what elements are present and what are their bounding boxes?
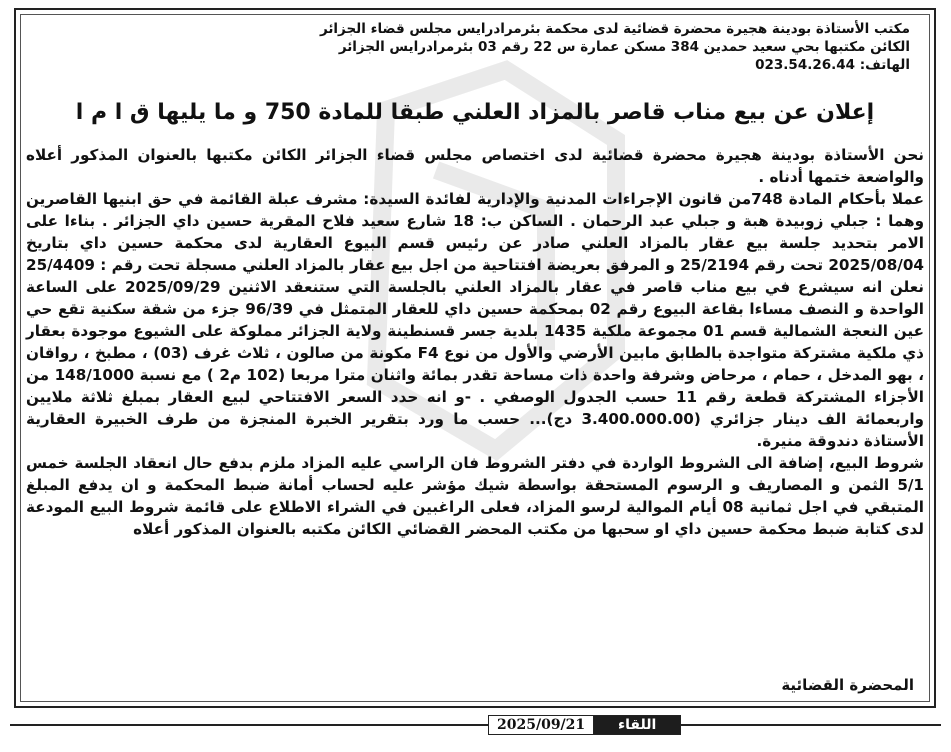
sale-details-paragraph: عملا بأحكام المادة 748من قانون الإجراءات المدنية والإدارية لفائدة السيدة: مشرف عبلة القائمة في حق ابنيها القاصرين وهما : جبلي زوبيدة هبة و جبلي عبد الرحمان . الساكن ب: 18 شارع سعيد فلاح المقرية حسين داي الجزائر . بناءا على الامر بتحديد جلسة بيع عقار بالمزاد العلني صادر عن رئيس قسم البيوع العقارية لدى محكمة حسين داي بتاريخ 2025/08/04 تحت رقم 25/2194 و المرفق بعريضة افتتاحية من اجل بيع عقار بالمزاد العلني مسجلة تحت رقم : 25/4409 نعلن انه سيشرع في بيع مناب قاصر في عقار بالمزاد العلني بالجلسة التي ستنعقد الاثنين 2025/09/29 على الساعة الواحدة و النصف مساءا بقاعة البيوع رقم 02 بمحكمة حسين داي للعقار المتمثل في 96/39 جزء من شقة سكنية تقع حي عين النعجة الشمالية قسم 01 مجموعة ملكية 1435 بلدية جسر قسنطينة ولاية الجزائر مملوكة على الشيوع موجودة بعقار ذي ملكية مشتركة متواجدة بالطابق مابين الأرضي والأول من نوع F4 مكونة من صالون ، ثلاث غرف (03) ، مطبخ ، رواقان ، بهو المدخل ، حمام ، مرحاض وشرفة واحدة ذات مساحة تقدر بمائة واثنان مترا مربعا (102 م2 ) مع نسبة 148/1000 من الأجزاء المشتركة قطعة رقم 11 حسب الجدول الوصفي . -و انه حدد السعر الافتتاحي لبيع العقار بمبلغ ثلاثة ملايين واربعمائة الف دينار جزائري (3.400.000.00 دج)... حسب ما ورد بتقرير الخبرة المنجزة من طرف الخبيرة العقارية الأستاذة دندوقة منيرة. — [26, 190, 925, 450]
footer-rule — [10, 724, 941, 726]
intro-paragraph: نحن الأستاذة بودينة هجيرة محضرة قضائية لدى اختصاص مجلس قضاء الجزائر الكائن مكتبها بالعنوان المذكور أعلاه والواضعة ختمها أدناه . — [26, 146, 924, 186]
publication-date: 2025/09/21 — [489, 716, 594, 734]
announcement-title: إعلان عن بيع مناب قاصر بالمزاد العلني طبقا للمادة 750 و ما يليها ق ا م ا — [75, 100, 875, 125]
sale-conditions-paragraph: شروط البيع، إضافة الى الشروط الواردة في دفتر الشروط فان الراسي عليه المزاد ملزم بدفع حال انعقاد الجلسة خمس 5/1 الثمن و المصاريف و الرسوم المستحقة بواسطة شيك مؤشر عليه لحساب أمانة ضبط المحكمة و ان يدفع المبلغ المتبقي في اجل ثمانية 08 أيام الموالية لرسو المزاد، فعلى الراغبين في الشراء الاطلاع على قائمة شروط البيع المودعة لدى كتابة ضبط محكمة حسين داي او سحبها من مكتب المحضر القضائي الكائن مكتبه بالعنوان المذكور أعلاه — [26, 454, 924, 538]
phone-number: 023.54.26.44 — [755, 57, 856, 73]
phone-label: الهاتف: — [859, 57, 910, 73]
announcement-body — [26, 144, 924, 540]
office-name-line: مكتب الأستاذة بودينة هجيرة محضرة قضائية لدى محكمة بئرمرادرايس مجلس قضاء الجزائر — [319, 21, 910, 37]
announcement-frame — [14, 8, 936, 708]
office-phone-line — [150, 56, 910, 74]
newspaper-footer — [0, 715, 951, 735]
office-address-line: الكائن مكتبها بحي سعيد حمدين 384 مسكن عمارة س 22 رقم 03 بئرمرادرايس الجزائر — [338, 39, 910, 55]
newspaper-name: اللقاء — [594, 716, 680, 734]
bailiff-office-header — [150, 20, 910, 74]
footer-stamp — [488, 715, 681, 735]
signature: المحضرة القضائية — [781, 676, 914, 694]
